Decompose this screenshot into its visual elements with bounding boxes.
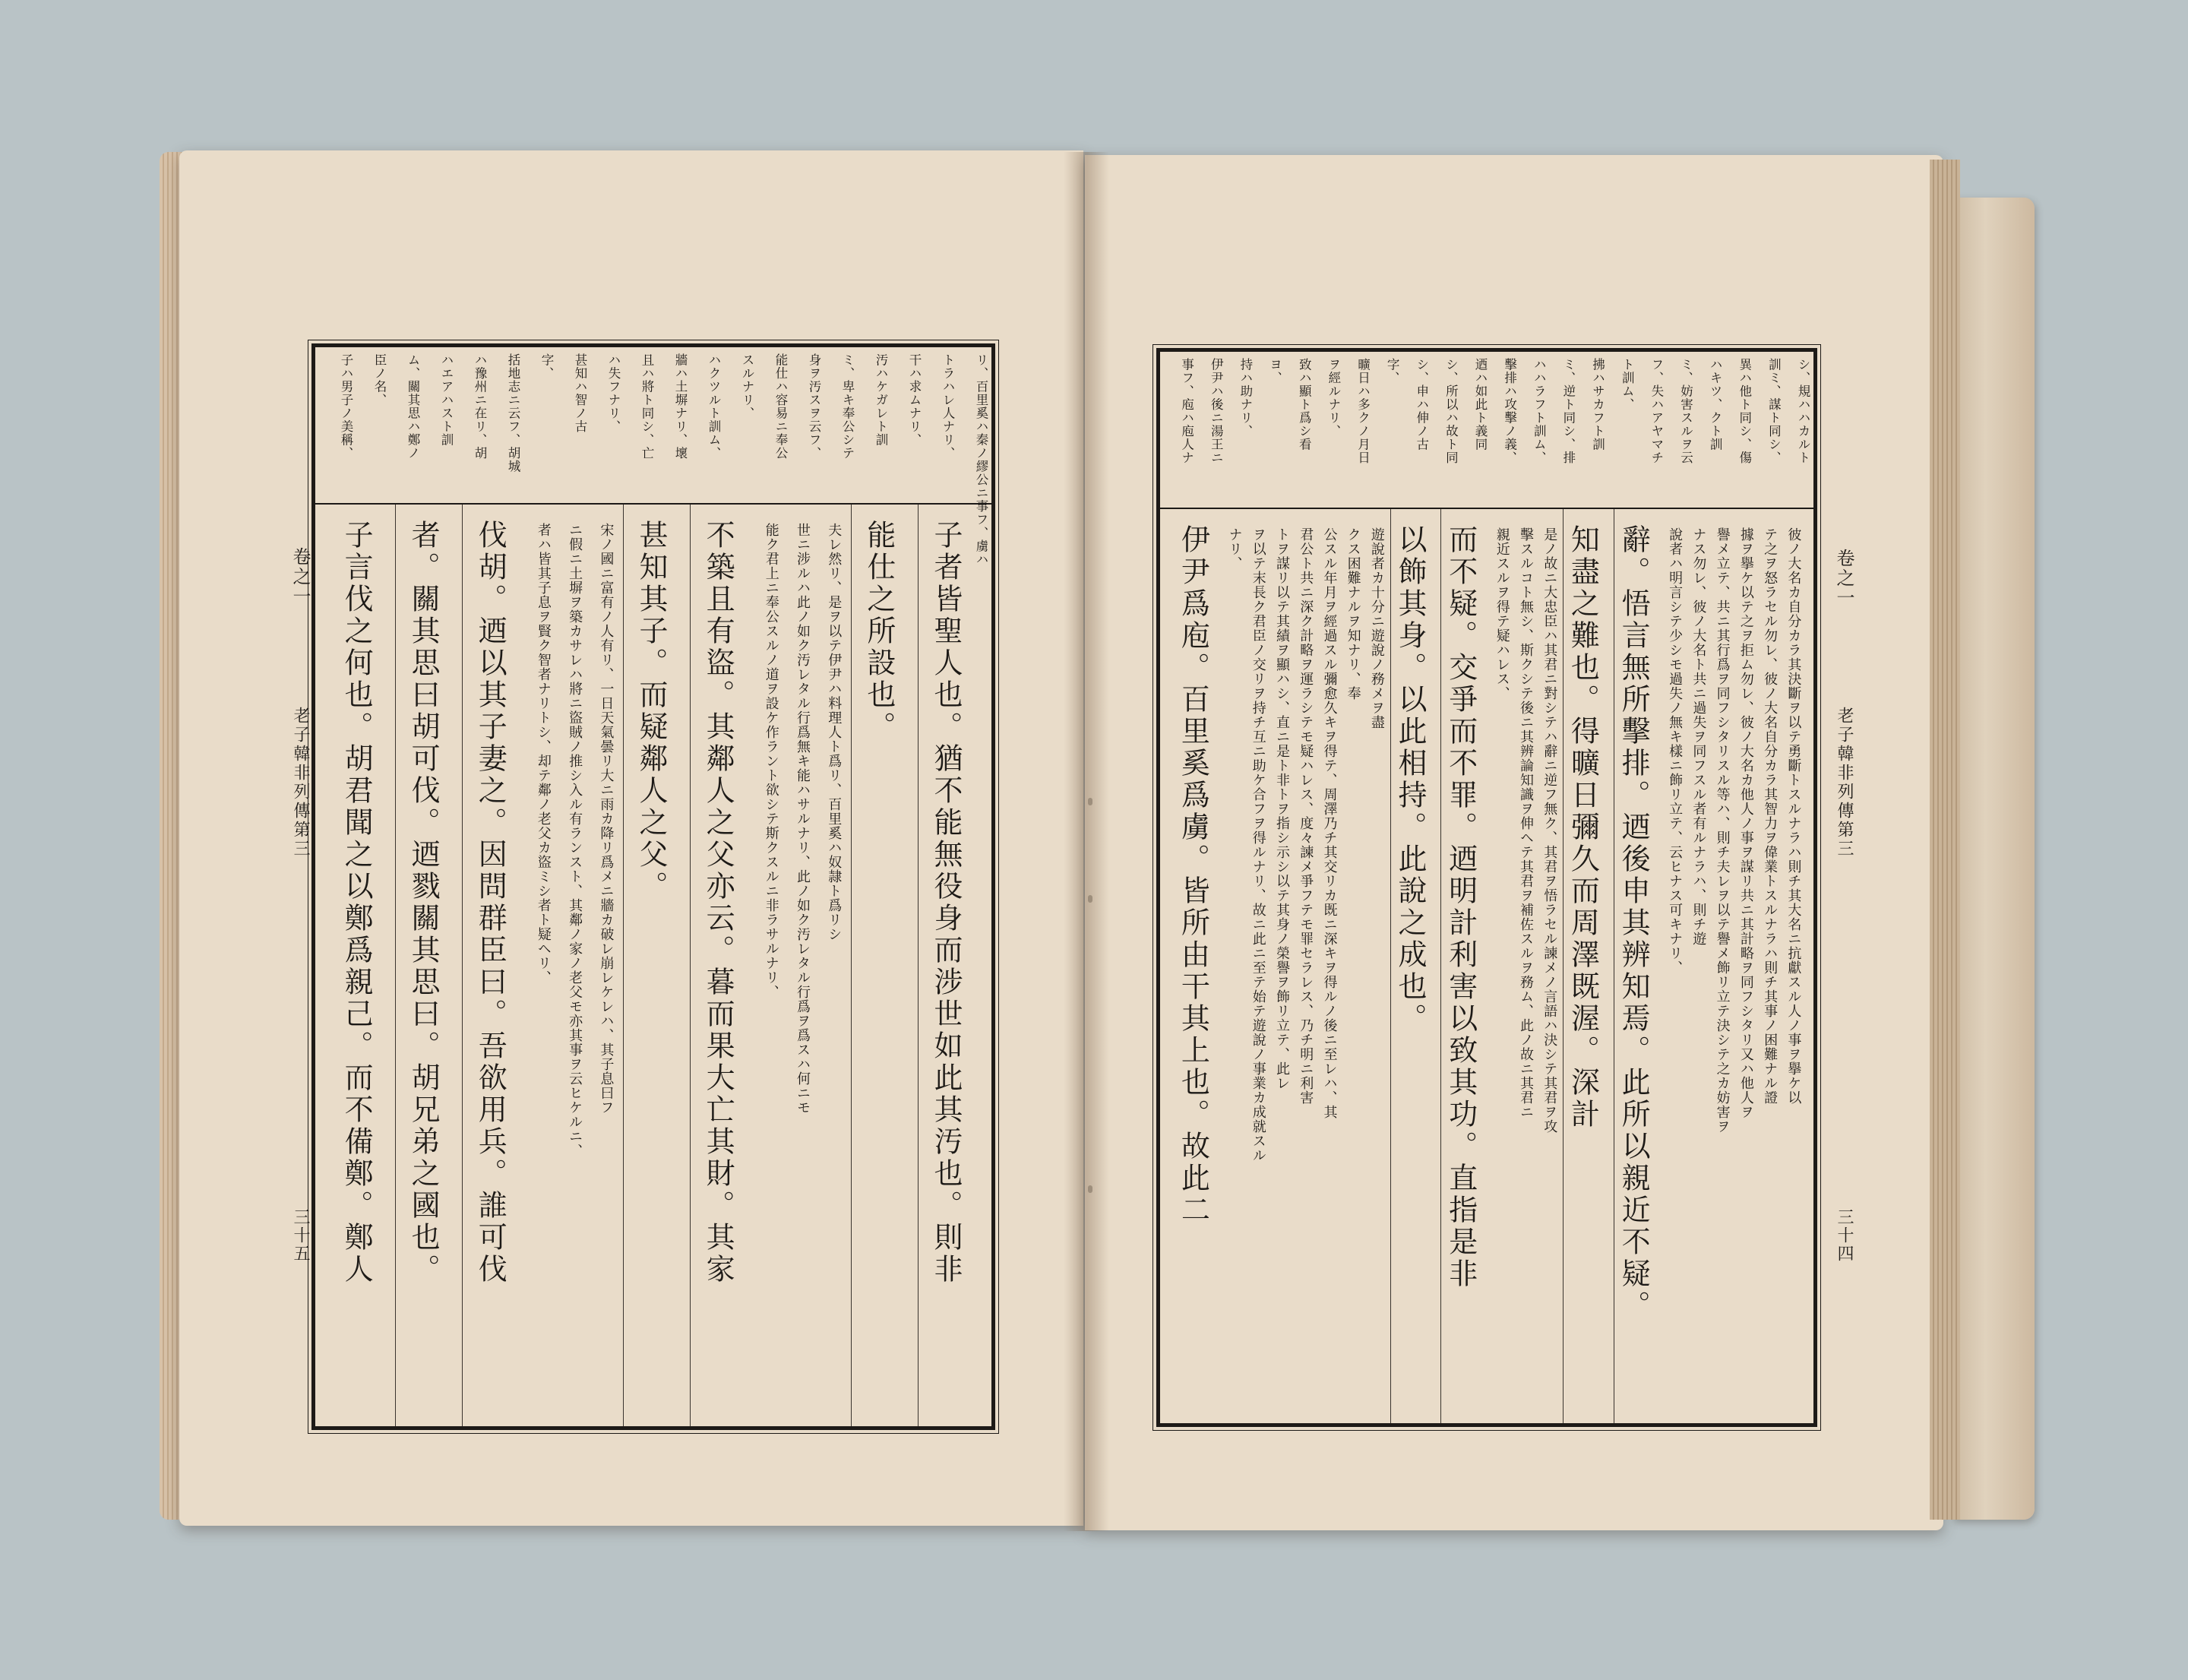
note-column: シ、所以ハ故ト同: [1443, 358, 1459, 464]
left-main-text: [315, 505, 991, 1426]
right-text-frame: [1156, 348, 1817, 1427]
main-text-column: 子者皆聖人也。猶不能無役身而涉世如此其汚也。則非: [928, 520, 963, 1286]
main-text-column: 伊尹爲庖。百里奚爲虜。皆所由干其上也。故此二: [1176, 524, 1210, 1226]
note-column: ム、關其思ハ鄭ノ: [406, 353, 420, 460]
note-column: 異ハ他ト同シ、傷: [1737, 358, 1752, 464]
commentary-column: 據ヲ擧ケ以テ之ヲ拒ム勿レ、彼ノ大名カ他人ノ事ヲ謀リ共ニ其計略ヲ同フシタリ又ハ他人ヲ: [1737, 527, 1754, 1119]
note-column: 伊尹ハ後ニ湯王ニ: [1209, 358, 1224, 464]
commentary-column: 者ハ皆其子息ヲ賢ク智者ナリトシ、却テ鄰ノ老父カ盜ミシ者ト疑ヘリ、: [535, 523, 552, 985]
note-column: 事フ、庖ハ庖人ナ: [1179, 358, 1194, 464]
note-column: ミ、卑キ奉公シテ: [840, 353, 855, 460]
note-column: 致ハ顯ト爲シ看: [1297, 358, 1312, 451]
note-column: 子ハ男子ノ美稱、: [339, 353, 353, 460]
right-notes-band: [1160, 352, 1813, 509]
note-column: ヲ經ルナリ、: [1326, 358, 1341, 438]
binding-hole: [1088, 1185, 1092, 1193]
note-column: 訓ミ、謀ト同シ、: [1766, 358, 1782, 464]
commentary-column: 彼ノ大名カ自分カラ其決斷ヲ以テ勇斷トスルナラハ則チ其大名ニ抗獻スル人ノ事ヲ擧ケ以: [1785, 527, 1802, 1105]
note-column: 身ヲ汚スヲ云フ、: [807, 353, 821, 460]
main-text-column: 知盡之難也。得曠日彌久而周澤既渥。深計: [1566, 524, 1600, 1131]
commentary-column: 君公ト共ニ深ク計略ヲ運ラシテモ疑ハレス、度々諫メ爭フテモ罪セラレス、乃チ明ニ利害: [1298, 527, 1314, 1105]
note-column: 括地志ニ云フ、胡城: [506, 353, 520, 473]
commentary-column: 公スル年月ヲ經過スル彌愈久キヲ得テ、周澤乃チ其交リカ既ニ深キヲ得ルノ後ニ至レハ、其: [1321, 527, 1338, 1119]
main-text-column: 而不疑。交爭而不罪。迺明計利害以致其功。直指是非: [1443, 524, 1478, 1290]
commentary-column: クス困難ナルヲ知ナリ、奉: [1345, 527, 1361, 701]
note-column: ハ豫州ニ在リ、胡: [473, 353, 487, 460]
left-page-number: 三十五: [291, 1208, 310, 1263]
commentary-column: ヲ以テ末長ク君臣ノ交リヲ持チ互ニ助ケ合フヲ得ルナリ、故ニ此ニ至テ始テ遊說ノ事業カ成就スル: [1250, 527, 1266, 1163]
commentary-column: 是ノ故ニ大忠臣ハ其君ニ對シテハ辭ニ逆フ無ク、其君ヲ悟ラセル諫メノ言語ハ決シテ其君ヲ攻: [1541, 527, 1558, 1134]
right-title-header: 老子韓非列傳第三: [1835, 707, 1854, 859]
note-column: 干ハ求ムナリ、: [907, 353, 922, 447]
book-gutter: [1064, 152, 1109, 1531]
commentary-column: テ之ヲ怒ラセル勿レ、彼ノ大名自分カラ其智力ヲ偉業トスルナラハ則チ其事ノ困難ナル證: [1762, 527, 1779, 1105]
note-column: 牆ハ土塀ナリ、壞: [673, 353, 688, 460]
column-rule: [1563, 509, 1564, 1423]
note-column: ハエアハスト訓: [439, 353, 454, 447]
main-text-column: 辭。悟言無所擊排。迺後申其辨知焉。此所以親近不疑。: [1617, 524, 1651, 1322]
binding-hole: [1088, 798, 1092, 805]
note-column: シ、規ハハカルト: [1796, 358, 1810, 464]
left-notes-band: [315, 347, 991, 566]
commentary-column: ナス勿レ、彼ノ大名ト共ニ過失ヲ同フスル者有ルナラハ、則チ遊: [1690, 527, 1707, 946]
note-column: 字、: [539, 353, 554, 380]
left-title-header: 老子韓非列傳第三: [291, 707, 310, 859]
column-rule: [623, 505, 624, 1426]
note-column: 字、: [1385, 358, 1400, 384]
right-main-text: [1160, 509, 1813, 1423]
right-volume-header: 卷之一: [1833, 549, 1854, 608]
note-column: ハ失フナリ、: [606, 353, 621, 433]
note-column: ハクツルト訓ム、: [707, 353, 721, 460]
note-column: スルナリ、: [740, 353, 754, 420]
main-text-column: 以飾其身。以此相持。此說之成也。: [1393, 524, 1427, 1035]
main-text-column: 伐胡。迺以其子妻之。因問群臣曰。吾欲用兵。誰可伐: [473, 520, 507, 1286]
commentary-column: 譽メ立テ、共ニ其行爲ヲ同フシタリスル等ハ、則チ夫レヲ以テ譽メ飾リ立テ決シテ之カ妨害ヲ: [1714, 527, 1731, 1134]
left-volume-header: 卷之一: [289, 547, 311, 606]
commentary-column: ナリ、: [1226, 527, 1243, 571]
left-text-frame: [311, 343, 995, 1430]
binding-hole: [1088, 895, 1092, 903]
note-column: 拂ハサカフト訓: [1590, 358, 1605, 451]
column-rule: [395, 505, 396, 1426]
note-column: 臣ノ名、: [372, 353, 387, 407]
commentary-column: 說者ハ明言シテ少シモ過失ノ無キ樣ニ飾リ立テ、云ヒナス可キナリ、: [1667, 527, 1684, 975]
commentary-column: 能ク君上ニ奉公スルノ道ヲ設ケ作ラント欲シテ斯クスルニ非ラサルナリ、: [763, 523, 779, 999]
main-text-column: 者。關其思曰胡可伐。迺戮關其思曰。胡兄弟之國也。: [406, 520, 441, 1286]
note-column: シ、申ハ伸ノ古: [1414, 358, 1429, 451]
commentary-column: 親近スルヲ得テ疑ハレス、: [1494, 527, 1510, 701]
right-page-number: 三十四: [1835, 1208, 1854, 1263]
commentary-column: 世ニ涉ルハ此ノ如ク汚レタル行爲無キ能ハサルナリ、此ノ如ク汚レタル行爲ヲ爲スハ何ニモ: [794, 523, 811, 1115]
commentary-column: 遊說者カ十分ニ遊說ノ務メヲ盡: [1368, 527, 1385, 729]
commentary-column: 宋ノ國ニ富有ノ人有リ、一日天氣曇リ大ニ雨カ降リ爲メニ牆カ破レ崩レケレハ、其子息曰フ: [598, 523, 615, 1115]
column-rule: [1440, 509, 1441, 1423]
note-column: リ、百里奚ハ秦ノ繆公ニ事フ、虜ハ: [974, 353, 988, 566]
right-cover-edge: [1952, 198, 2035, 1520]
commentary-column: 夫レ然リ、是ヲ以テ伊尹ハ料理人ト爲リ、百里奚ハ奴隷ト爲リシ: [826, 523, 843, 941]
note-column: フ、失ハアヤマチ: [1649, 358, 1664, 464]
commentary-column: トヲ謀リ以テ其績ヲ顯ハシ、直ニ是ト非トヲ指シ示シ以テ其身ノ榮譽ヲ飾リ立テ、此レ: [1273, 527, 1290, 1090]
main-text-column: 不築且有盜。其鄰人之父亦云。暮而果大亡其財。其家: [701, 520, 735, 1286]
commentary-column: 擊スルコト無シ、斯クシテ後ニ其辨論知識ヲ伸ヘテ其君ヲ補佐スルヲ務ム、此ノ故ニ其君ニ: [1518, 527, 1535, 1119]
column-rule: [462, 505, 463, 1426]
note-column: 能仕ハ容易ニ奉公: [773, 353, 788, 460]
note-column: ト訓ム、: [1620, 358, 1635, 411]
note-column: ハキツ、クト訓: [1708, 358, 1723, 451]
note-column: 擊排ハ攻擊ノ義、: [1502, 358, 1517, 464]
column-rule: [851, 505, 852, 1426]
note-column: 曠日ハ多クノ月日: [1355, 358, 1371, 464]
note-column: 甚知ハ智ノ古: [573, 353, 587, 433]
note-column: ミ、妨害スルヲ云: [1678, 358, 1693, 464]
commentary-column: ニ假ニ土塀ヲ築カサレハ將ニ盜賊ノ推シ入ル有ランスト、其鄰ノ家ノ老父モ亦其事ヲ云ヒケルニ、: [567, 523, 583, 1158]
note-column: 且ハ將ト同シ、亡: [640, 353, 654, 460]
column-rule: [1390, 509, 1391, 1423]
column-rule: [918, 505, 919, 1426]
note-column: ミ、逆ト同シ、排: [1560, 358, 1576, 464]
note-column: 持ハ助ナリ、: [1238, 358, 1253, 438]
note-column: 迺ハ如此ト義同: [1473, 358, 1488, 451]
column-rule: [690, 505, 691, 1426]
main-text-column: 子言伐之何也。胡君聞之以鄭爲親己。而不備鄭。鄭人: [340, 520, 374, 1286]
note-column: トラハレ人ナリ、: [941, 353, 955, 460]
note-column: 汚ハケガレト訓: [874, 353, 888, 447]
main-text-column: 甚知其子。而疑鄰人之父。: [634, 520, 668, 903]
right-page-edges: [1930, 160, 1960, 1520]
main-text-column: 能仕之所設也。: [862, 520, 896, 743]
note-column: ハハラフト訓ム、: [1532, 358, 1547, 464]
note-column: ヨ、: [1267, 358, 1282, 384]
